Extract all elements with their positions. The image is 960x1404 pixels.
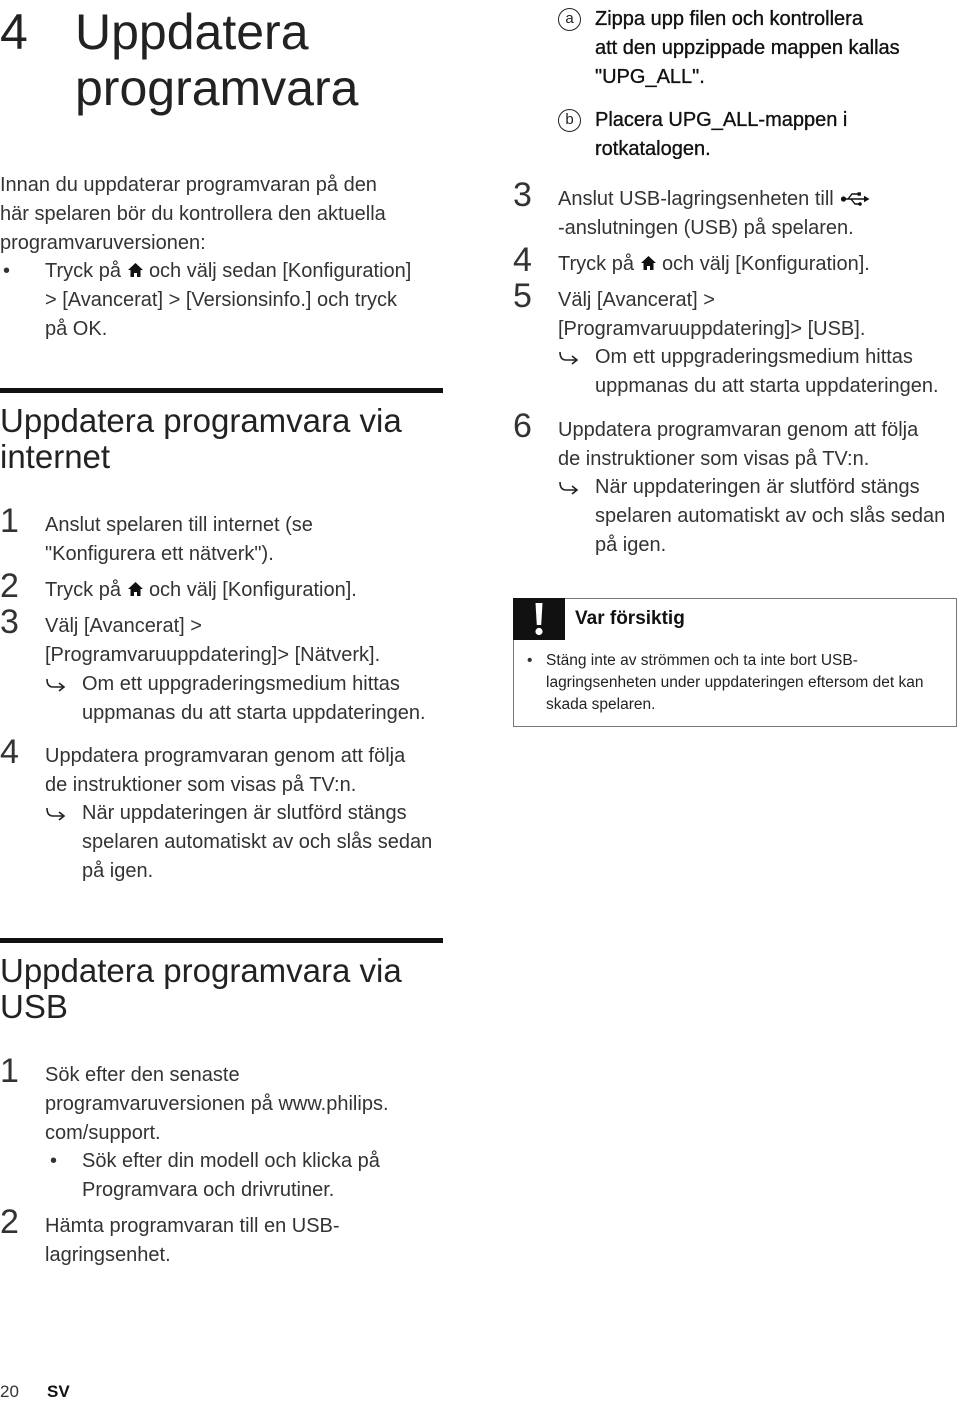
- page-language: SV: [47, 1382, 70, 1401]
- usb-step-6: [513, 407, 957, 474]
- caution-text: Stäng inte av strömmen och ta inte bort USB- lagringsenheten under uppdateringen eftersom det kan skada spelaren.: [546, 652, 924, 713]
- home-icon: [640, 255, 657, 271]
- internet-step-1: [0, 502, 443, 569]
- bullet-marker: •: [3, 260, 11, 282]
- step-text: Sök efter den senaste programvaruversionen på www.philips. com/support.: [45, 1064, 389, 1144]
- substep-text: Zippa upp filen och kontrollera att den uppzippade mappen kallas "UPG_ALL".: [595, 8, 900, 88]
- result-arrow-icon: [45, 678, 67, 692]
- step-text: Uppdatera programvaran genom att följa de instruktioner som visas på TV:n.: [558, 419, 919, 470]
- caution-title: Var försiktig: [575, 608, 685, 629]
- step-number: 4: [513, 241, 532, 279]
- step-text-end: -anslutningen (USB) på spelaren.: [558, 217, 854, 239]
- bullet-marker: •: [527, 652, 533, 669]
- step-number: 3: [0, 603, 19, 641]
- step-text: Uppdatera programvaran genom att följa de instruktioner som visas på TV:n.: [45, 745, 406, 796]
- step-number: 5: [513, 277, 532, 315]
- usb-step-1: [0, 1052, 443, 1148]
- step-number: 2: [0, 567, 19, 605]
- substep-label: a: [558, 8, 581, 31]
- usb-step-6-result: [513, 473, 957, 560]
- result-arrow-icon: [45, 807, 67, 821]
- step-number: 1: [0, 1052, 19, 1090]
- internet-step-3: [0, 603, 443, 670]
- step-number: 4: [0, 733, 19, 771]
- usb-step-3: [513, 176, 957, 243]
- caution-bullet-item: [514, 650, 956, 716]
- home-icon: [127, 581, 144, 597]
- step-number: 6: [513, 407, 532, 445]
- internet-step-3-result: [0, 670, 443, 728]
- sub-bullet-text: Sök efter din modell och klicka på Programvara och drivrutiner.: [82, 1150, 380, 1201]
- usb-step-5: [513, 277, 957, 344]
- internet-step-2: [0, 567, 443, 605]
- section-divider: [0, 388, 443, 393]
- section-heading-usb: Uppdatera programvara via USB: [0, 952, 402, 1025]
- intro-bullet-item: [0, 257, 443, 344]
- step-text-end: och välj [Konfiguration].: [148, 579, 357, 601]
- caution-box: [513, 598, 957, 727]
- usb-step-2: [0, 1203, 443, 1270]
- result-arrow-icon: [558, 481, 580, 495]
- internet-step-4-result: [0, 799, 443, 886]
- usb-step-1-sub-bullet: [0, 1147, 443, 1205]
- intro-paragraph: Innan du uppdaterar programvaran på den här spelaren bör du kontrollera den aktuella programvaruversionen:: [0, 174, 386, 254]
- result-arrow-icon: [558, 351, 580, 365]
- step-text-start: Tryck på: [558, 253, 634, 275]
- usb-step-5-result: [513, 343, 957, 401]
- step-text-start: Tryck på: [45, 579, 121, 601]
- usb-substep-b: [513, 106, 957, 164]
- step-text: Hämta programvaran till en USB- lagringsenhet.: [45, 1215, 340, 1266]
- bullet-text-start: Tryck på: [45, 260, 121, 282]
- step-text: Välj [Avancerat] > [Programvaruuppdatering]> [Nätverk].: [45, 615, 381, 666]
- step-number: 1: [0, 502, 19, 540]
- warning-icon: [513, 598, 565, 640]
- bullet-marker: •: [50, 1150, 58, 1172]
- chapter-title: Uppdatera programvara: [75, 4, 359, 116]
- home-icon: [127, 262, 144, 278]
- section-heading-internet: Uppdatera programvara via internet: [0, 402, 402, 475]
- step-text: Anslut spelaren till internet (se "Konfigurera ett nätverk").: [45, 514, 313, 565]
- bullet-text-end: och välj sedan [Konfiguration] > [Avancerat] > [Versionsinfo.] och tryck på OK.: [45, 260, 412, 340]
- step-number: 3: [513, 176, 532, 214]
- substep-text: Placera UPG_ALL-mappen i rotkatalogen.: [595, 109, 848, 160]
- result-text: Om ett uppgraderingsmedium hittas uppmanas du att starta uppdateringen.: [595, 346, 939, 397]
- usb-step-4: [513, 241, 957, 279]
- step-number: 2: [0, 1203, 19, 1241]
- result-text: När uppdateringen är slutförd stängs spelaren automatiskt av och slås sedan på igen.: [595, 476, 946, 556]
- page-number: 20: [0, 1382, 19, 1401]
- usb-icon: [840, 191, 870, 207]
- result-text: När uppdateringen är slutförd stängs spelaren automatiskt av och slås sedan på igen.: [82, 802, 433, 882]
- result-text: Om ett uppgraderingsmedium hittas uppmanas du att starta uppdateringen.: [82, 673, 426, 724]
- internet-step-4: [0, 733, 443, 800]
- usb-substep-a: [513, 5, 957, 92]
- substep-label: b: [558, 109, 581, 132]
- chapter-number: 4: [0, 4, 28, 60]
- step-text: Välj [Avancerat] > [Programvaruuppdatering]> [USB].: [558, 289, 866, 340]
- step-text-end: och välj [Konfiguration].: [661, 253, 870, 275]
- section-divider: [0, 938, 443, 943]
- step-text-start: Anslut USB-lagringsenheten till: [558, 188, 834, 210]
